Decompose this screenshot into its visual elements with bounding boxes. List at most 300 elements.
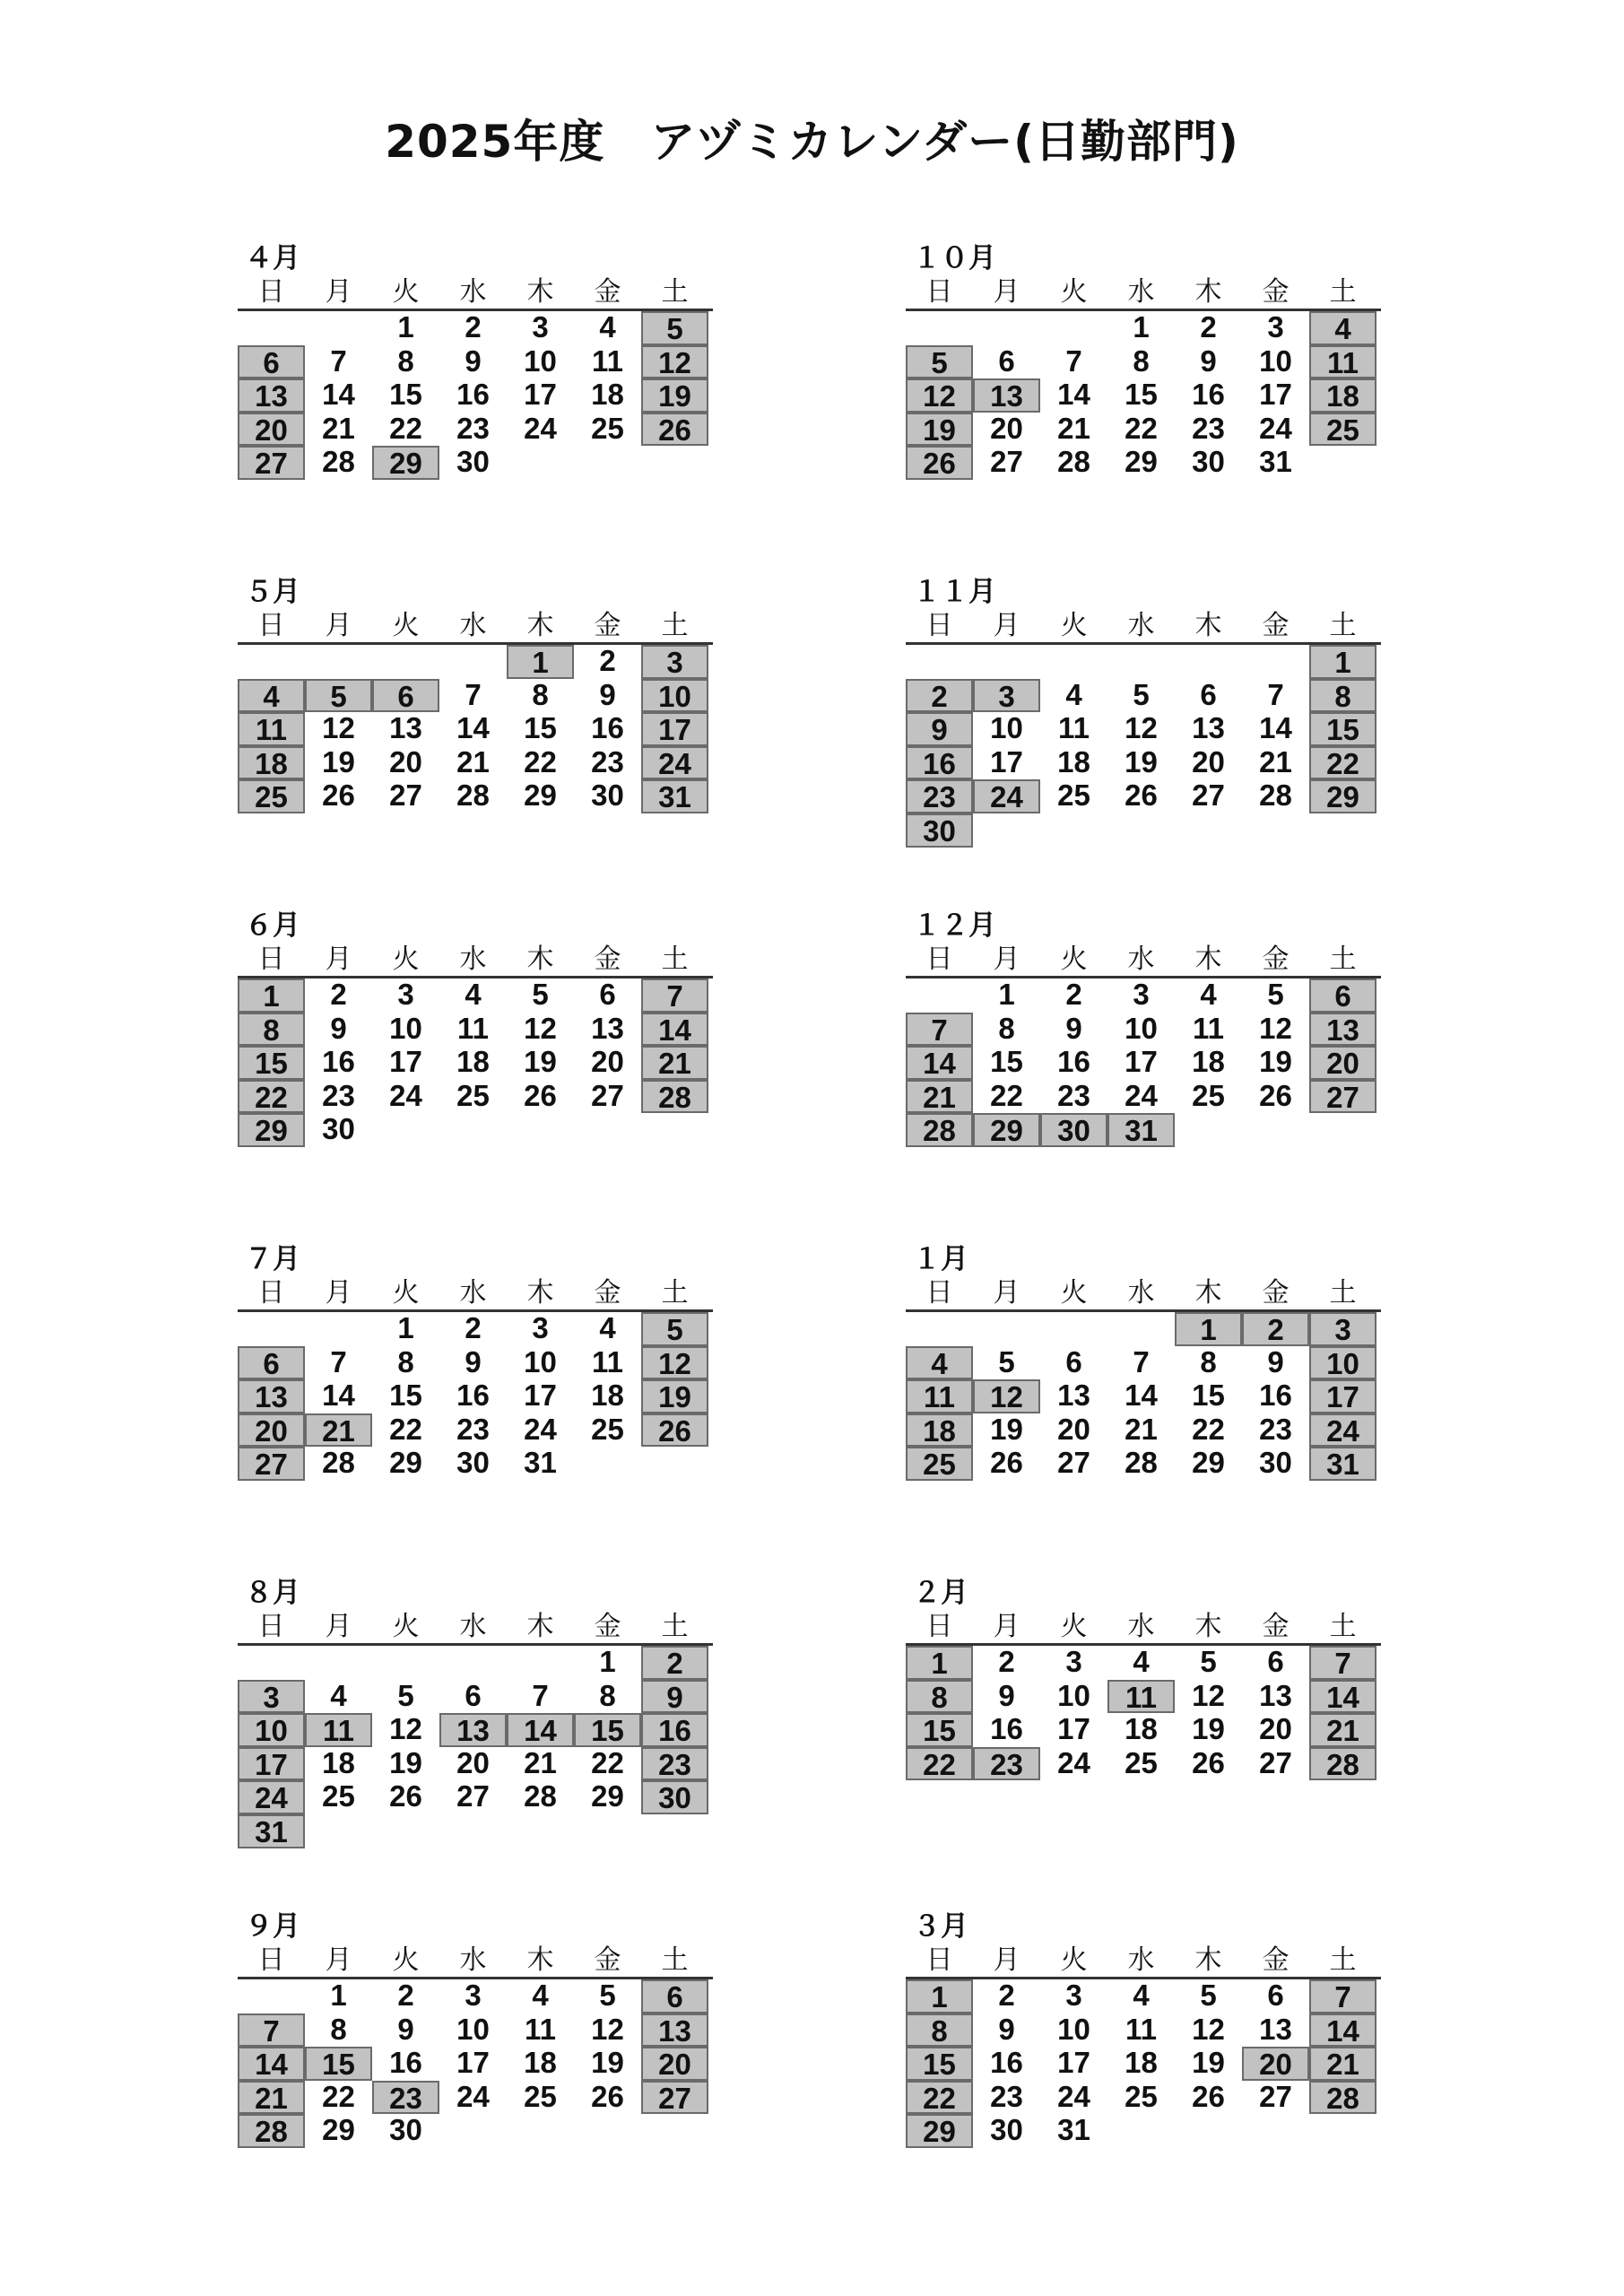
month-label: ９月 bbox=[245, 1910, 300, 1943]
holiday-day-cell: 18 bbox=[906, 1413, 973, 1448]
holiday-day-cell: 29 bbox=[238, 1113, 305, 1147]
weekday-label: 月 bbox=[993, 944, 1020, 975]
holiday-day-cell: 3 bbox=[641, 645, 708, 679]
weekday-label: 水 bbox=[1127, 1944, 1155, 1976]
day-cell: 14 bbox=[1259, 711, 1292, 745]
weekday-header bbox=[906, 1944, 1381, 1979]
day-cell: 6 bbox=[599, 978, 616, 1011]
weekday-label: 土 bbox=[1329, 610, 1357, 641]
weekday-label: 水 bbox=[1127, 610, 1155, 641]
day-cell: 29 bbox=[1192, 1446, 1225, 1480]
day-cell: 4 bbox=[330, 1678, 347, 1712]
day-cell: 7 bbox=[330, 344, 347, 378]
day-cell: 27 bbox=[1057, 1446, 1090, 1480]
holiday-day-cell: 9 bbox=[906, 712, 973, 746]
day-cell: 5 bbox=[998, 1344, 1015, 1378]
day-grid bbox=[906, 311, 1381, 480]
day-cell: 13 bbox=[389, 711, 422, 745]
empty-day-cell bbox=[238, 645, 305, 679]
weekday-label: 木 bbox=[526, 944, 554, 975]
holiday-day-cell: 20 bbox=[1309, 1046, 1376, 1080]
day-cell: 12 bbox=[591, 2012, 624, 2046]
month-calendar bbox=[238, 1241, 713, 1481]
day-cell: 26 bbox=[1192, 1745, 1225, 1779]
holiday-day-cell: 12 bbox=[641, 1346, 708, 1380]
weekday-label: 金 bbox=[1262, 1277, 1290, 1309]
weekday-label: 木 bbox=[1194, 1944, 1222, 1976]
day-cell: 22 bbox=[389, 1412, 422, 1446]
weekday-header bbox=[238, 1944, 713, 1979]
holiday-day-cell: 19 bbox=[641, 1379, 708, 1413]
weekday-label: 土 bbox=[1329, 1611, 1357, 1642]
weekday-label: 水 bbox=[1127, 1277, 1155, 1309]
day-cell: 17 bbox=[524, 1378, 557, 1413]
day-cell: 25 bbox=[524, 2079, 557, 2113]
day-cell: 22 bbox=[389, 411, 422, 445]
holiday-day-cell: 6 bbox=[238, 1346, 305, 1380]
day-cell: 5 bbox=[1267, 978, 1284, 1011]
day-cell: 7 bbox=[1065, 344, 1082, 378]
holiday-day-cell: 2 bbox=[906, 679, 973, 713]
day-cell: 20 bbox=[456, 1745, 490, 1779]
day-cell: 27 bbox=[389, 778, 422, 813]
day-cell: 29 bbox=[591, 1779, 624, 1813]
empty-day-cell bbox=[238, 1979, 305, 2013]
day-cell: 31 bbox=[1057, 2113, 1090, 2147]
day-cell: 24 bbox=[456, 2079, 490, 2113]
day-cell: 30 bbox=[322, 1112, 355, 1146]
day-cell: 3 bbox=[1065, 1979, 1082, 2012]
day-grid bbox=[238, 645, 713, 813]
day-cell: 13 bbox=[1057, 1378, 1090, 1413]
day-cell: 8 bbox=[330, 2012, 347, 2046]
holiday-day-cell: 25 bbox=[1309, 413, 1376, 447]
weekday-label: 日 bbox=[257, 944, 285, 975]
day-cell: 17 bbox=[524, 378, 557, 412]
day-cell: 28 bbox=[456, 778, 490, 813]
holiday-day-cell: 19 bbox=[906, 413, 973, 447]
weekday-label: 木 bbox=[1194, 1611, 1222, 1642]
day-cell: 2 bbox=[330, 978, 347, 1011]
holiday-day-cell: 1 bbox=[906, 1646, 973, 1680]
weekday-label: 月 bbox=[325, 1944, 352, 1976]
day-cell: 7 bbox=[532, 1678, 549, 1712]
empty-day-cell bbox=[439, 645, 507, 679]
day-grid bbox=[906, 1979, 1381, 2148]
day-cell: 20 bbox=[1259, 1712, 1292, 1746]
holiday-day-cell: 11 bbox=[1107, 1680, 1175, 1714]
empty-day-cell bbox=[1040, 311, 1107, 345]
holiday-day-cell: 13 bbox=[1309, 1013, 1376, 1047]
holiday-day-cell: 3 bbox=[1309, 1312, 1376, 1346]
weekday-label: 月 bbox=[993, 1611, 1020, 1642]
empty-day-cell bbox=[305, 311, 372, 345]
holiday-day-cell: 20 bbox=[1242, 2047, 1309, 2081]
day-cell: 23 bbox=[1192, 411, 1225, 445]
day-cell: 25 bbox=[1125, 1745, 1158, 1779]
day-cell: 2 bbox=[1200, 310, 1217, 344]
weekday-label: 月 bbox=[993, 276, 1020, 308]
day-cell: 22 bbox=[990, 1078, 1023, 1112]
weekday-label: 日 bbox=[925, 1277, 953, 1309]
day-cell: 20 bbox=[1192, 744, 1225, 778]
weekday-label: 土 bbox=[661, 610, 689, 641]
holiday-day-cell: 30 bbox=[641, 1780, 708, 1814]
weekday-label: 日 bbox=[925, 944, 953, 975]
day-cell: 30 bbox=[389, 2113, 422, 2147]
day-cell: 14 bbox=[322, 378, 355, 412]
weekday-label: 水 bbox=[459, 1611, 487, 1642]
empty-day-cell bbox=[906, 1312, 973, 1346]
weekday-label: 土 bbox=[661, 1944, 689, 1976]
day-cell: 27 bbox=[990, 445, 1023, 479]
day-cell: 18 bbox=[591, 1378, 624, 1413]
weekday-label: 水 bbox=[459, 1277, 487, 1309]
day-cell: 17 bbox=[456, 2046, 490, 2080]
weekday-label: 土 bbox=[661, 1277, 689, 1309]
empty-day-cell bbox=[973, 1312, 1040, 1346]
day-cell: 24 bbox=[1125, 1078, 1158, 1112]
holiday-day-cell: 28 bbox=[1309, 1747, 1376, 1781]
day-cell: 16 bbox=[1259, 1378, 1292, 1413]
day-cell: 3 bbox=[1267, 310, 1284, 344]
day-cell: 14 bbox=[456, 711, 490, 745]
day-cell: 15 bbox=[1125, 378, 1158, 412]
empty-day-cell bbox=[906, 645, 973, 679]
weekday-header bbox=[906, 610, 1381, 645]
weekday-label: 土 bbox=[661, 944, 689, 975]
day-cell: 8 bbox=[397, 344, 414, 378]
weekday-label: 月 bbox=[325, 610, 352, 641]
holiday-day-cell: 12 bbox=[641, 345, 708, 379]
day-cell: 10 bbox=[1259, 344, 1292, 378]
day-cell: 19 bbox=[591, 2046, 624, 2080]
day-cell: 29 bbox=[524, 778, 557, 813]
day-cell: 8 bbox=[532, 677, 549, 711]
day-cell: 29 bbox=[322, 2113, 355, 2147]
holiday-day-cell: 24 bbox=[641, 746, 708, 780]
holiday-day-cell: 26 bbox=[906, 446, 973, 480]
day-cell: 24 bbox=[1057, 1745, 1090, 1779]
weekday-label: 日 bbox=[257, 610, 285, 641]
day-cell: 21 bbox=[524, 1745, 557, 1779]
empty-day-cell bbox=[305, 1646, 372, 1680]
month-calendar bbox=[238, 908, 713, 1147]
holiday-day-cell: 16 bbox=[906, 746, 973, 780]
day-cell: 3 bbox=[532, 310, 549, 344]
empty-day-cell bbox=[906, 311, 973, 345]
day-cell: 10 bbox=[524, 344, 557, 378]
day-cell: 26 bbox=[389, 1779, 422, 1813]
day-grid bbox=[238, 1312, 713, 1481]
holiday-day-cell: 25 bbox=[906, 1447, 973, 1481]
weekday-label: 月 bbox=[325, 1277, 352, 1309]
holiday-day-cell: 1 bbox=[906, 1979, 973, 2013]
day-cell: 1 bbox=[330, 1979, 347, 2012]
day-cell: 13 bbox=[1259, 2012, 1292, 2046]
day-cell: 25 bbox=[1192, 1078, 1225, 1112]
day-cell: 9 bbox=[998, 2012, 1015, 2046]
holiday-day-cell: 21 bbox=[1309, 2047, 1376, 2081]
day-cell: 11 bbox=[592, 344, 623, 378]
day-cell: 14 bbox=[1057, 378, 1090, 412]
day-cell: 11 bbox=[1058, 711, 1090, 745]
day-cell: 9 bbox=[465, 344, 482, 378]
day-grid bbox=[238, 311, 713, 480]
day-cell: 26 bbox=[1125, 778, 1158, 813]
weekday-header bbox=[906, 1277, 1381, 1312]
day-cell: 19 bbox=[1192, 2046, 1225, 2080]
day-cell: 27 bbox=[1259, 2079, 1292, 2113]
empty-day-cell bbox=[1242, 645, 1309, 679]
day-cell: 30 bbox=[456, 1446, 490, 1480]
holiday-day-cell: 23 bbox=[973, 1747, 1040, 1781]
empty-day-cell bbox=[238, 1312, 305, 1346]
weekday-label: 木 bbox=[526, 610, 554, 641]
day-cell: 22 bbox=[524, 744, 557, 778]
weekday-label: 金 bbox=[1262, 944, 1290, 975]
day-cell: 18 bbox=[1057, 744, 1090, 778]
day-cell: 26 bbox=[1192, 2079, 1225, 2113]
holiday-day-cell: 27 bbox=[641, 2081, 708, 2115]
empty-day-cell bbox=[1040, 645, 1107, 679]
day-cell: 25 bbox=[591, 1412, 624, 1446]
day-cell: 22 bbox=[1192, 1412, 1225, 1446]
holiday-day-cell: 8 bbox=[238, 1013, 305, 1047]
day-cell: 6 bbox=[465, 1678, 482, 1712]
day-cell: 16 bbox=[1057, 1045, 1090, 1079]
weekday-label: 日 bbox=[925, 610, 953, 641]
holiday-day-cell: 2 bbox=[641, 1646, 708, 1680]
weekday-label: 日 bbox=[925, 276, 953, 308]
holiday-day-cell: 4 bbox=[1309, 311, 1376, 345]
holiday-day-cell: 8 bbox=[906, 2013, 973, 2048]
day-cell: 25 bbox=[1057, 778, 1090, 813]
day-cell: 20 bbox=[591, 1045, 624, 1079]
holiday-day-cell: 24 bbox=[1309, 1413, 1376, 1448]
day-cell: 21 bbox=[1125, 1412, 1158, 1446]
day-cell: 3 bbox=[1133, 978, 1150, 1011]
day-cell: 23 bbox=[1057, 1078, 1090, 1112]
holiday-day-cell: 7 bbox=[906, 1013, 973, 1047]
holiday-day-cell: 15 bbox=[238, 1046, 305, 1080]
day-cell: 10 bbox=[524, 1344, 557, 1378]
holiday-day-cell: 13 bbox=[973, 378, 1040, 413]
weekday-label: 水 bbox=[459, 1944, 487, 1976]
holiday-day-cell: 6 bbox=[641, 1979, 708, 2013]
day-cell: 25 bbox=[1125, 2079, 1158, 2113]
holiday-day-cell: 10 bbox=[641, 679, 708, 713]
day-cell: 23 bbox=[456, 411, 490, 445]
empty-day-cell bbox=[906, 978, 973, 1013]
holiday-day-cell: 7 bbox=[238, 2013, 305, 2048]
holiday-day-cell: 7 bbox=[1309, 1646, 1376, 1680]
day-cell: 4 bbox=[1200, 978, 1217, 1011]
day-cell: 3 bbox=[465, 1979, 482, 2012]
holiday-day-cell: 2 bbox=[1242, 1312, 1309, 1346]
day-cell: 7 bbox=[465, 677, 482, 711]
holiday-day-cell: 1 bbox=[1309, 645, 1376, 679]
weekday-label: 土 bbox=[1329, 1277, 1357, 1309]
day-cell: 16 bbox=[990, 1712, 1023, 1746]
weekday-label: 金 bbox=[1262, 276, 1290, 308]
weekday-label: 月 bbox=[993, 610, 1020, 641]
day-cell: 19 bbox=[990, 1412, 1023, 1446]
day-cell: 2 bbox=[397, 1979, 414, 2012]
day-cell: 22 bbox=[591, 1745, 624, 1779]
day-cell: 30 bbox=[1259, 1446, 1292, 1480]
day-cell: 20 bbox=[1057, 1412, 1090, 1446]
holiday-day-cell: 6 bbox=[1309, 978, 1376, 1013]
holiday-day-cell: 23 bbox=[641, 1747, 708, 1781]
day-cell: 27 bbox=[1192, 778, 1225, 813]
holiday-day-cell: 13 bbox=[238, 1379, 305, 1413]
day-cell: 16 bbox=[591, 711, 624, 745]
month-calendar bbox=[238, 240, 713, 480]
day-cell: 19 bbox=[1259, 1045, 1292, 1079]
day-cell: 15 bbox=[990, 1045, 1023, 1079]
day-cell: 30 bbox=[591, 778, 624, 813]
weekday-label: 水 bbox=[459, 944, 487, 975]
day-cell: 17 bbox=[990, 744, 1023, 778]
holiday-day-cell: 13 bbox=[641, 2013, 708, 2048]
day-grid bbox=[906, 645, 1381, 848]
holiday-day-cell: 30 bbox=[906, 813, 973, 848]
day-cell: 19 bbox=[322, 744, 355, 778]
empty-day-cell bbox=[507, 1646, 574, 1680]
day-cell: 28 bbox=[322, 1446, 355, 1480]
day-cell: 6 bbox=[1267, 1979, 1284, 2012]
weekday-label: 火 bbox=[1060, 610, 1088, 641]
day-cell: 24 bbox=[389, 1078, 422, 1112]
month-label: １０月 bbox=[913, 242, 996, 274]
holiday-day-cell: 17 bbox=[641, 712, 708, 746]
weekday-label: 火 bbox=[1060, 1944, 1088, 1976]
day-grid bbox=[906, 1646, 1381, 1780]
holiday-day-cell: 3 bbox=[238, 1680, 305, 1714]
month-label: １２月 bbox=[913, 909, 996, 942]
day-cell: 24 bbox=[1057, 2079, 1090, 2113]
day-cell: 4 bbox=[599, 1311, 616, 1344]
day-cell: 30 bbox=[456, 445, 490, 479]
weekday-label: 月 bbox=[993, 1944, 1020, 1976]
weekday-label: 木 bbox=[1194, 944, 1222, 975]
holiday-day-cell: 18 bbox=[1309, 378, 1376, 413]
weekday-label: 水 bbox=[1127, 276, 1155, 308]
day-cell: 11 bbox=[592, 1344, 623, 1378]
holiday-day-cell: 21 bbox=[641, 1046, 708, 1080]
empty-day-cell bbox=[1040, 1312, 1107, 1346]
weekday-label: 水 bbox=[459, 276, 487, 308]
day-cell: 7 bbox=[330, 1344, 347, 1378]
day-cell: 8 bbox=[599, 1678, 616, 1712]
month-calendar bbox=[906, 1241, 1381, 1481]
day-cell: 15 bbox=[389, 1378, 422, 1413]
day-cell: 18 bbox=[1125, 1712, 1158, 1746]
holiday-day-cell: 29 bbox=[1309, 779, 1376, 813]
weekday-header bbox=[906, 276, 1381, 311]
weekday-label: 木 bbox=[1194, 276, 1222, 308]
holiday-day-cell: 5 bbox=[641, 1312, 708, 1346]
weekday-header bbox=[238, 276, 713, 311]
day-cell: 16 bbox=[389, 2046, 422, 2080]
weekday-header bbox=[238, 944, 713, 978]
holiday-day-cell: 20 bbox=[238, 1413, 305, 1448]
holiday-day-cell: 31 bbox=[641, 779, 708, 813]
day-cell: 12 bbox=[524, 1011, 557, 1045]
day-grid bbox=[238, 978, 713, 1147]
weekday-label: 金 bbox=[594, 276, 621, 308]
weekday-label: 金 bbox=[594, 1277, 621, 1309]
holiday-day-cell: 16 bbox=[641, 1713, 708, 1747]
holiday-day-cell: 11 bbox=[305, 1713, 372, 1747]
month-calendar bbox=[906, 1909, 1381, 2148]
holiday-day-cell: 22 bbox=[1309, 746, 1376, 780]
day-cell: 14 bbox=[1125, 1378, 1158, 1413]
holiday-day-cell: 6 bbox=[372, 679, 439, 713]
day-cell: 16 bbox=[1192, 378, 1225, 412]
holiday-day-cell: 5 bbox=[906, 345, 973, 379]
month-label: １１月 bbox=[913, 576, 996, 608]
day-cell: 17 bbox=[1057, 1712, 1090, 1746]
empty-day-cell bbox=[973, 311, 1040, 345]
day-cell: 6 bbox=[998, 344, 1015, 378]
day-cell: 28 bbox=[524, 1779, 557, 1813]
holiday-day-cell: 11 bbox=[906, 1379, 973, 1413]
weekday-label: 金 bbox=[594, 610, 621, 641]
empty-day-cell bbox=[973, 645, 1040, 679]
weekday-label: 火 bbox=[1060, 1611, 1088, 1642]
month-label: ４月 bbox=[245, 242, 300, 274]
weekday-label: 火 bbox=[1060, 944, 1088, 975]
holiday-day-cell: 10 bbox=[1309, 1346, 1376, 1380]
day-cell: 6 bbox=[1065, 1344, 1082, 1378]
holiday-day-cell: 15 bbox=[906, 2047, 973, 2081]
holiday-day-cell: 29 bbox=[973, 1113, 1040, 1147]
day-cell: 22 bbox=[1125, 411, 1158, 445]
day-cell: 2 bbox=[465, 310, 482, 344]
weekday-label: 日 bbox=[257, 1611, 285, 1642]
weekday-label: 木 bbox=[526, 1611, 554, 1642]
day-cell: 31 bbox=[524, 1446, 557, 1480]
weekday-label: 日 bbox=[257, 1277, 285, 1309]
day-cell: 13 bbox=[1192, 711, 1225, 745]
month-label: ３月 bbox=[913, 1910, 968, 1943]
holiday-day-cell: 14 bbox=[238, 2047, 305, 2081]
day-cell: 9 bbox=[465, 1344, 482, 1378]
day-cell: 4 bbox=[532, 1979, 549, 2012]
weekday-label: 水 bbox=[1127, 1611, 1155, 1642]
month-label: ８月 bbox=[245, 1577, 300, 1609]
day-cell: 5 bbox=[1133, 677, 1150, 711]
day-cell: 19 bbox=[1125, 744, 1158, 778]
day-cell: 6 bbox=[1267, 1645, 1284, 1678]
day-cell: 27 bbox=[1259, 1745, 1292, 1779]
day-cell: 21 bbox=[322, 411, 355, 445]
holiday-day-cell: 27 bbox=[238, 446, 305, 480]
holiday-day-cell: 29 bbox=[372, 446, 439, 480]
holiday-day-cell: 18 bbox=[238, 746, 305, 780]
day-cell: 9 bbox=[1200, 344, 1217, 378]
weekday-label: 木 bbox=[526, 1944, 554, 1976]
weekday-label: 土 bbox=[1329, 944, 1357, 975]
weekday-label: 火 bbox=[392, 610, 420, 641]
day-cell: 15 bbox=[389, 378, 422, 412]
day-cell: 10 bbox=[456, 2012, 490, 2046]
day-cell: 7 bbox=[1267, 677, 1284, 711]
holiday-day-cell: 11 bbox=[1309, 345, 1376, 379]
month-calendar bbox=[238, 1909, 713, 2148]
